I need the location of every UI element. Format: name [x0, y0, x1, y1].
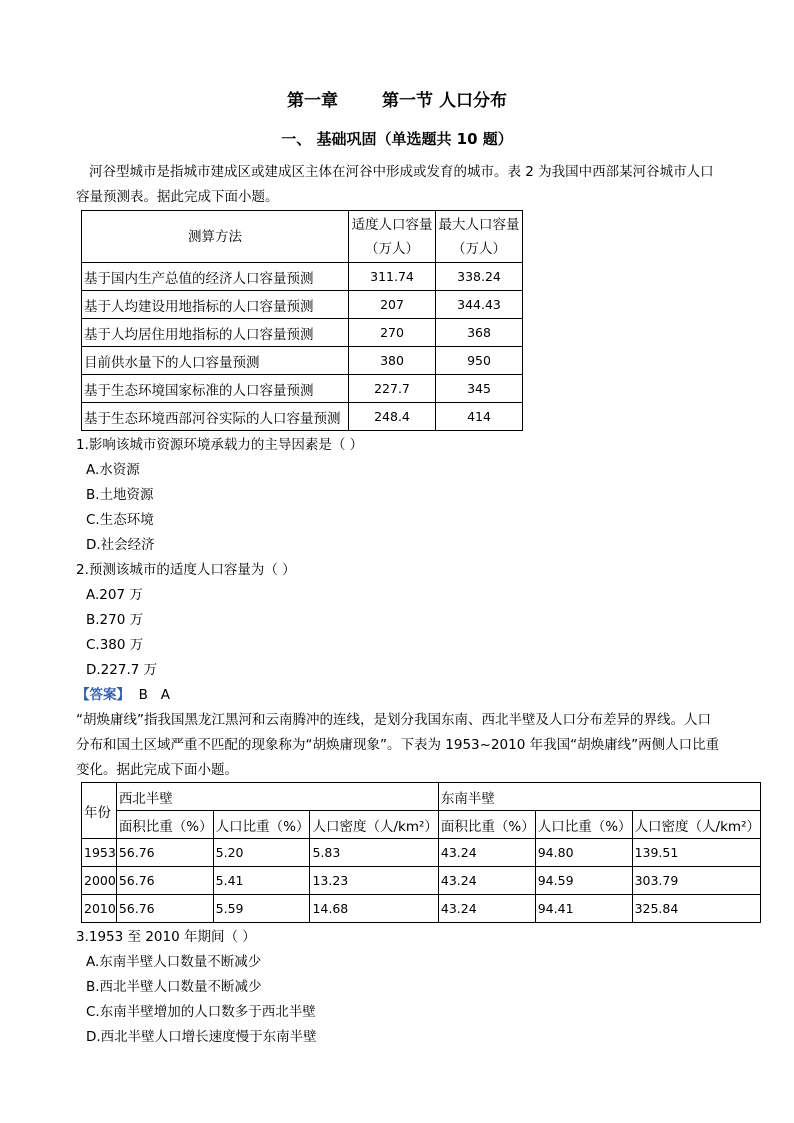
header-moderate — [349, 211, 436, 263]
header-method: 测算方法 — [82, 211, 349, 263]
question-2-option-b: B.270 万 — [86, 612, 144, 628]
question-2-option-a: A.207 万 — [86, 587, 143, 603]
table-cell: 2000 — [82, 867, 117, 895]
table-cell: 345 — [436, 375, 523, 403]
header-moderate-line1: 适度人口容量 — [351, 216, 433, 233]
table-cell: 950 — [436, 347, 523, 375]
table-row — [82, 403, 523, 431]
question-1-option-d: D.社会经济 — [86, 537, 155, 553]
header-max-line1: 最大人口容量 — [438, 216, 520, 233]
table-cell: 270 — [349, 319, 436, 347]
header-col: 人口密度（人/km²） — [632, 811, 760, 839]
table-cell: 56.76 — [116, 895, 213, 923]
table-cell: 338.24 — [436, 263, 523, 291]
table-cell: 2010 — [82, 895, 117, 923]
table-row — [82, 839, 761, 867]
table-cell: 56.76 — [116, 867, 213, 895]
question-1-option-b: B.土地资源 — [86, 487, 154, 503]
table-row — [82, 263, 523, 291]
page-title — [0, 86, 794, 111]
table-cell: 1953 — [82, 839, 117, 867]
table-cell: 43.24 — [438, 839, 535, 867]
table-cell: 414 — [436, 403, 523, 431]
header-year: 年份 — [82, 783, 117, 839]
table-cell: 325.84 — [632, 895, 760, 923]
table-cell: 94.80 — [535, 839, 632, 867]
table-row — [82, 375, 523, 403]
table-cell: 13.23 — [310, 867, 438, 895]
answer-line — [76, 684, 170, 706]
table-cell: 目前供水量下的人口容量预测 — [82, 347, 349, 375]
header-southeast: 东南半壁 — [438, 783, 760, 811]
question-3-option-c: C.东南半壁增加的人口数多于西北半壁 — [86, 1004, 316, 1020]
answer-tag: 【答案】 — [76, 687, 130, 703]
question-2-stem: 2.预测该城市的适度人口容量为（ ） — [76, 562, 296, 578]
table-cell: 5.59 — [213, 895, 310, 923]
table-cell: 43.24 — [438, 867, 535, 895]
table-cell: 56.76 — [116, 839, 213, 867]
section-heading: 一、 基础巩固（单选题共 10 题） — [281, 130, 513, 148]
table-row — [82, 291, 523, 319]
table-cell: 基于人均居住用地指标的人口容量预测 — [82, 319, 349, 347]
header-moderate-line2: （万人） — [365, 240, 419, 257]
question-1-stem: 1.影响该城市资源环境承载力的主导因素是（ ） — [76, 437, 364, 453]
table-cell: 303.79 — [632, 867, 760, 895]
table-cell: 380 — [349, 347, 436, 375]
question-3-option-a: A.东南半壁人口数量不断减少 — [86, 954, 262, 970]
question-2-option-c: C.380 万 — [86, 637, 144, 653]
header-col: 人口比重（%） — [213, 811, 310, 839]
question-3-option-b: B.西北半壁人口数量不断减少 — [86, 979, 262, 995]
table-cell: 14.68 — [310, 895, 438, 923]
answer-text: B A — [130, 687, 170, 703]
table-cell: 139.51 — [632, 839, 760, 867]
passage-2: “胡焕庸线”指我国黑龙江黑河和云南腾冲的连线，是划分我国东南、西北半壁及人口分布差异的界线。人口分布和国土区域严重不匹配的现象称为“胡焕庸现象”。下表为 1953~2010 年我国“胡焕庸线”两侧人口比重变化。据此完成下面小题。 — [76, 712, 720, 778]
question-3-stem: 3.1953 至 2010 年期间（ ） — [76, 929, 256, 945]
table-cell: 94.59 — [535, 867, 632, 895]
table-row — [82, 895, 761, 923]
table-cell: 5.41 — [213, 867, 310, 895]
table-cell: 基于国内生产总值的经济人口容量预测 — [82, 263, 349, 291]
table-cell: 43.24 — [438, 895, 535, 923]
table-cell: 基于生态环境西部河谷实际的人口容量预测 — [82, 403, 349, 431]
table-cell: 5.83 — [310, 839, 438, 867]
table-row — [82, 319, 523, 347]
table-header-row — [82, 211, 523, 263]
header-col: 人口比重（%） — [535, 811, 632, 839]
table-cell: 基于人均建设用地指标的人口容量预测 — [82, 291, 349, 319]
header-northwest: 西北半壁 — [116, 783, 438, 811]
table-cell: 227.7 — [349, 375, 436, 403]
header-col: 人口密度（人/km²） — [310, 811, 438, 839]
population-capacity-table — [81, 210, 523, 431]
question-2-option-d: D.227.7 万 — [86, 662, 158, 678]
table-cell: 311.74 — [349, 263, 436, 291]
header-max — [436, 211, 523, 263]
table-cell: 94.41 — [535, 895, 632, 923]
section-title: 第一节 人口分布 — [382, 91, 507, 111]
table-cell: 248.4 — [349, 403, 436, 431]
table-header-row — [82, 783, 761, 811]
table-cell: 207 — [349, 291, 436, 319]
table-cell: 5.20 — [213, 839, 310, 867]
header-max-line2: （万人） — [452, 240, 506, 257]
table-cell: 344.43 — [436, 291, 523, 319]
table-row — [82, 867, 761, 895]
table-cell: 368 — [436, 319, 523, 347]
passage-1: 河谷型城市是指城市建成区或建成区主体在河谷中形成或发育的城市。表 2 为我国中西部某河谷城市人口容量预测表。据此完成下面小题。 — [76, 164, 714, 205]
table-subheader-row — [82, 811, 761, 839]
header-col: 面积比重（%） — [116, 811, 213, 839]
question-1-option-c: C.生态环境 — [86, 512, 154, 528]
header-col: 面积比重（%） — [438, 811, 535, 839]
question-3-option-d: D.西北半壁人口增长速度慢于东南半壁 — [86, 1029, 317, 1045]
hu-line-table — [81, 782, 761, 923]
table-cell: 基于生态环境国家标准的人口容量预测 — [82, 375, 349, 403]
question-1-option-a: A.水资源 — [86, 462, 140, 478]
chapter-label: 第一章 — [287, 91, 339, 111]
table-row — [82, 347, 523, 375]
